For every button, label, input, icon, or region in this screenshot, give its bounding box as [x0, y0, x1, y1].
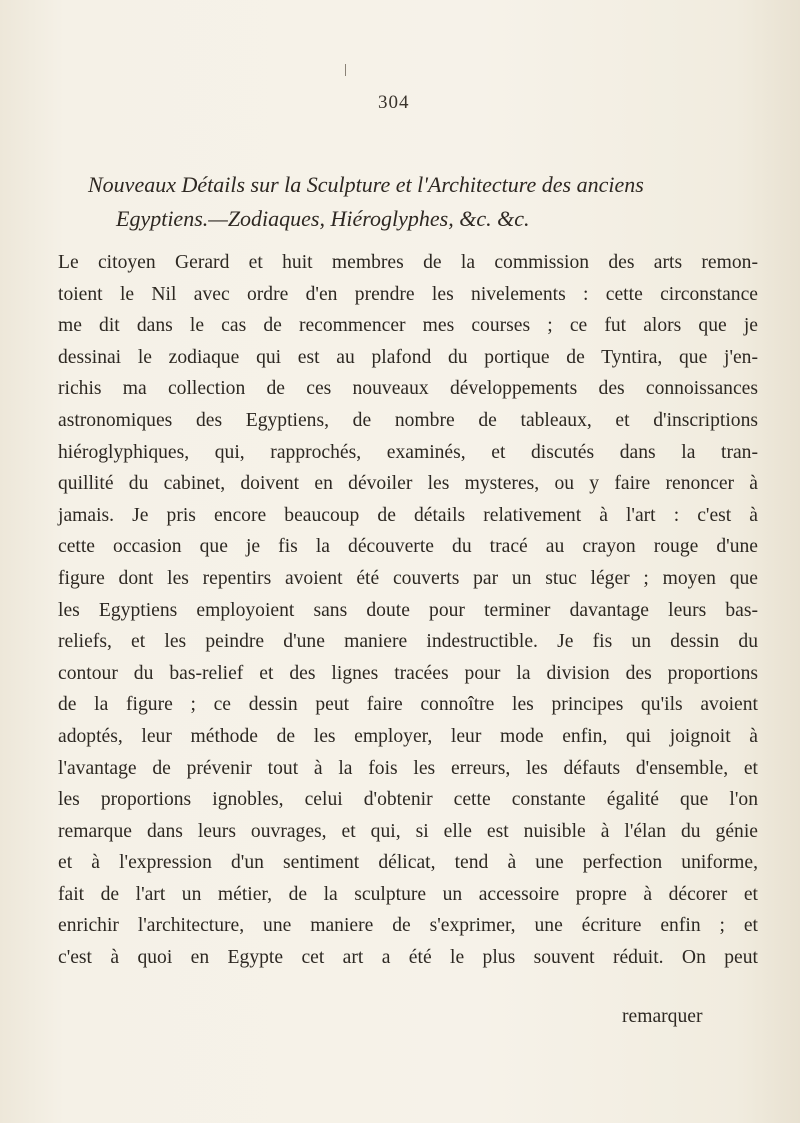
text-line: les proportions ignobles, celui d'obtenir cette constante égalité que l'on [58, 789, 758, 811]
text-line: me dit dans le cas de recommencer mes courses ; ce fut alors que je [58, 315, 758, 337]
text-line: toient le Nil avec ordre d'en prendre les nivelements : cette circonstance [58, 283, 758, 305]
text-line: et à l'expression d'un sentiment délicat, tend à une perfection uniforme, [58, 852, 758, 874]
text-line: richis ma collection de ces nouveaux développements des connoissances [58, 378, 758, 400]
page-number: 304 [378, 92, 410, 113]
text-line: quillité du cabinet, doivent en dévoiler les mysteres, ou y faire renoncer à [58, 473, 758, 495]
text-line: de la figure ; ce dessin peut faire connoître les principes qu'ils avoient [58, 694, 758, 716]
body-paragraph [58, 247, 758, 974]
heading-line-2: Egyptiens.—Zodiaques, Hiéroglyphes, &c. &c. [116, 206, 530, 231]
text-line: cette occasion que je fis la découverte du tracé au crayon rouge d'une [58, 536, 758, 558]
text-line: fait de l'art un métier, de la sculpture un accessoire propre à décorer et [58, 883, 758, 905]
text-line: jamais. Je pris encore beaucoup de détails relativement à l'art : c'est à [58, 504, 758, 526]
text-line: adoptés, leur méthode de les employer, leur mode enfin, qui joignoit à [58, 725, 758, 747]
text-line: dessinai le zodiaque qui est au plafond du portique de Tyntira, que j'en- [58, 346, 758, 368]
text-line: contour du bas-relief et des lignes tracées pour la division des proportions [58, 662, 758, 684]
heading-line-1: Nouveaux Détails sur la Sculpture et l'Architecture des anciens [88, 172, 644, 197]
text-line: c'est à quoi en Egypte cet art a été le plus souvent réduit. On peut [58, 947, 758, 969]
text-line: enrichir l'architecture, une maniere de s'exprimer, une écriture enfin ; et [58, 915, 758, 937]
text-line: figure dont les repentirs avoient été couverts par un stuc léger ; moyen que [58, 567, 758, 589]
text-line: astronomiques des Egyptiens, de nombre de tableaux, et d'inscriptions [58, 409, 758, 431]
text-line: les Egyptiens employoient sans doute pour terminer davantage leurs bas- [58, 599, 758, 621]
section-heading [88, 168, 788, 236]
text-line: l'avantage de prévenir tout à la fois les erreurs, les défauts d'ensemble, et [58, 757, 758, 779]
text-line: remarque dans leurs ouvrages, et qui, si elle est nuisible à l'élan du génie [58, 820, 758, 842]
printer-mark [345, 64, 346, 76]
text-line: Le citoyen Gerard et huit membres de la commission des arts remon- [58, 252, 758, 273]
text-line: hiéroglyphiques, qui, rapprochés, examinés, et discutés dans la tran- [58, 441, 758, 463]
catchword: remarquer [622, 1006, 703, 1027]
text-line: reliefs, et les peindre d'une maniere indestructible. Je fis un dessin du [58, 631, 758, 653]
